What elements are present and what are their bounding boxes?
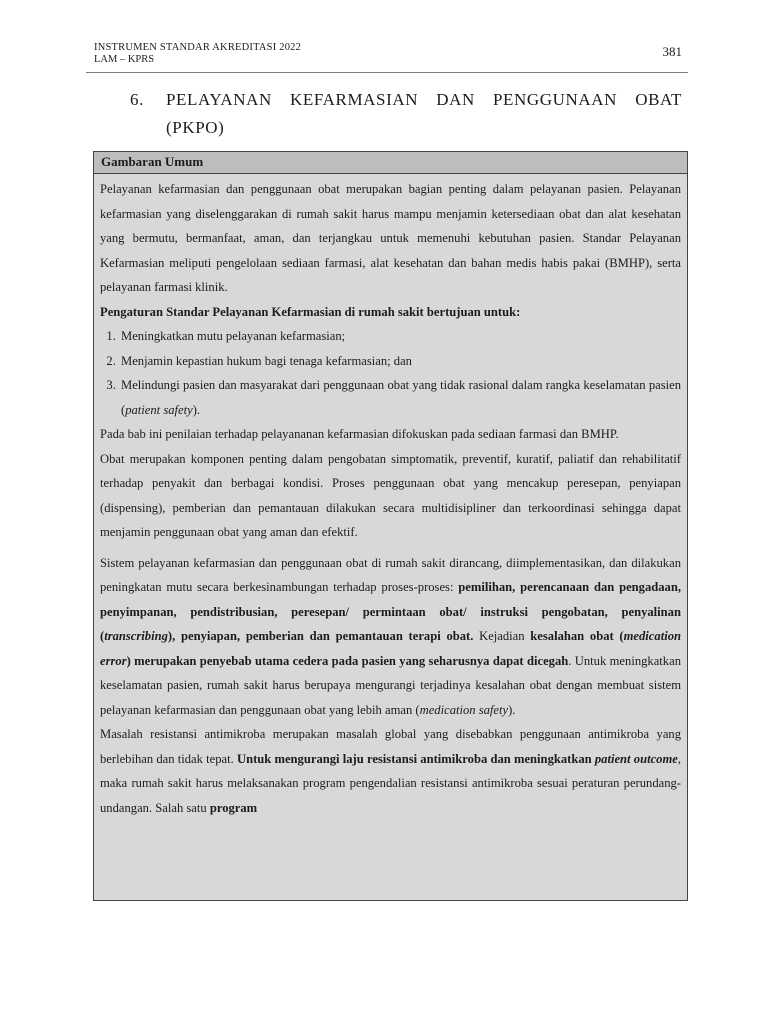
header-subtitle: LAM – KPRS xyxy=(94,54,155,65)
list-item: 3. Melindungi pasien dan masyarakat dari penggunaan obat yang tidak rasional dalam rangka keselamatan pasien (patient safety). xyxy=(119,373,681,422)
overview-box xyxy=(93,151,688,901)
list-item: 2. Menjamin kepastian hukum bagi tenaga kefarmasian; dan xyxy=(119,349,681,374)
page-header xyxy=(94,42,688,66)
paragraph-scope: Pada bab ini penilaian terhadap pelayananan kefarmasian difokuskan pada sediaan farmasi dan BMHP. xyxy=(100,427,619,441)
section-title-line2: (PKPO) xyxy=(166,118,225,137)
section-title-line1: PELAYANAN KEFARMASIAN DAN PENGGUNAAN OBAT xyxy=(166,90,682,109)
paragraph-system: Sistem pelayanan kefarmasian dan penggunaan obat di rumah sakit dirancang, diimplementasikan, dan dilakukan peningkatan mutu secara berkesinambungan terhadap proses-proses: pemilihan, perencanaan dan pengadaan, penyimpanan, pendistribusian, peresepan/ permintaan obat/ instruksi pengobatan, penyalinan (transcribing), penyiapan, pemberian dan pemantauan terapi obat. Kejadian kesalahan obat (medication error) merupakan penyebab utama cedera pada pasien yang seharusnya dapat dicegah. Untuk meningkatkan keselamatan pasien, rumah sakit harus berupaya mengurangi terjadinya kesalahan obat dengan membuat sistem pelayanan kefarmasian dan penggunaan obat yang lebih aman (medication safety). xyxy=(100,555,682,717)
section-number: 6. xyxy=(130,90,144,109)
paragraph-antimicrobial: Masalah resistansi antimikroba merupakan masalah global yang disebabkan penggunaan antimikroba yang berlebihan dan tidak tepat. Untuk mengurangi laju resistansi antimikroba dan meningkatkan patient outcome, maka rumah sakit harus melaksanakan program pengendalian resistansi antimikroba sesuai peraturan perundang-undangan. Salah satu program xyxy=(100,727,681,815)
paragraph-intro: Pelayanan kefarmasian dan penggunaan obat merupakan bagian penting dalam pelayanan pasien. Pelayanan kefarmasian yang diselenggarakan di rumah sakit harus mampu menjamin ketersediaan obat dan alat kesehatan yang bermutu, bermanfaat, aman, dan terjangkau untuk memenuhi kebutuhan pasien. Standar Pelayanan Kefarmasian meliputi pengelolaan sediaan farmasi, alat kesehatan dan bahan medis habis pakai (BMHP), serta pelayanan farmasi klinik. xyxy=(100,182,681,294)
paragraph-objectives-heading: Pengaturan Standar Pelayanan Kefarmasian di rumah sakit bertujuan untuk: xyxy=(100,304,521,319)
paragraph-medication: Obat merupakan komponen penting dalam pengobatan simptomatik, preventif, kuratif, paliatif dan rehabilitatif terhadap penyakit dan berbagai kondisi. Proses penggunaan obat yang mencakup peresepan, penyiapan (dispensing), pemberian dan pemantauan dilakukan secara multidisipliner dan terkoordinasi sehingga dapat menjamin penggunaan obat yang aman dan efektif. xyxy=(100,451,681,539)
box-content xyxy=(94,174,687,820)
list-item: 1. Meningkatkan mutu pelayanan kefarmasian; xyxy=(119,324,681,349)
header-title: INSTRUMEN STANDAR AKREDITASI 2022 xyxy=(94,42,302,53)
objectives-list xyxy=(100,324,681,422)
box-heading: Gambaran Umum xyxy=(94,152,687,174)
header-divider xyxy=(86,72,688,73)
page-number: 381 xyxy=(662,44,682,59)
